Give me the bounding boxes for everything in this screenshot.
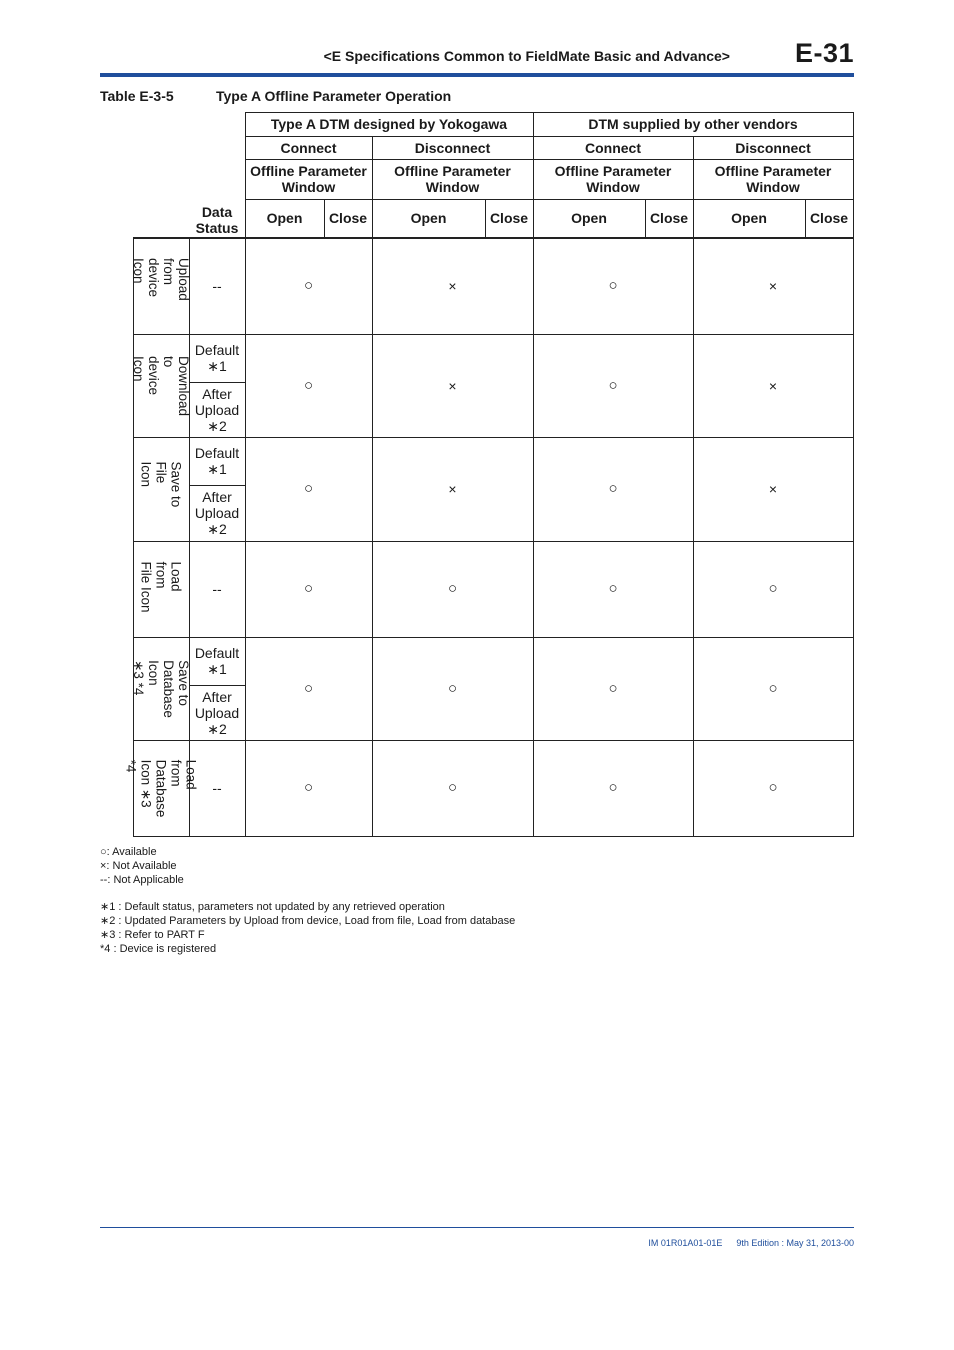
operation-label [133,437,189,541]
operation-label [131,637,192,740]
data-status-default: Default ∗1 [194,445,240,477]
footnote-1: ∗1 : Default status, parameters not updated by any retrieved operation [100,901,445,913]
available-mark: ○ [303,679,314,697]
operation-label [133,541,189,637]
operation-label [131,334,192,437]
not-available-mark: × [768,377,778,394]
legend-available: ○: Available [100,846,157,858]
connection-header-disconnect: Disconnect [735,139,811,156]
available-mark: ○ [303,480,314,497]
group-header-yokogawa: Type A DTM designed by Yokogawa [270,116,508,132]
table-caption [100,88,452,104]
table-notes [100,845,515,956]
edition-info: 9th Edition : May 31, 2013-00 [736,1238,854,1248]
operation-label [133,237,189,334]
window-header: Offline Parameter Window [250,163,367,195]
data-status-default: Default ∗1 [194,342,240,374]
page-footer [600,1238,854,1248]
page-number: E-31 [794,38,854,68]
close-header: Close [809,210,849,226]
available-mark: ○ [768,779,778,796]
data-status-cell: -- [212,780,222,796]
close-header: Close [328,210,368,226]
available-mark: ○ [768,580,778,597]
available-mark: ○ [768,679,778,697]
available-mark: ○ [447,779,458,796]
available-mark: ○ [608,679,618,697]
table-title: Type A Offline Parameter Operation [216,88,452,104]
group-header-other-vendors: DTM supplied by other vendors [588,116,798,132]
available-mark: ○ [447,580,458,597]
data-status-after-upload: After Upload ∗2 [194,385,240,434]
footnote-4: *4 : Device is registered [100,943,217,955]
grid-line [133,836,854,837]
open-header: Open [410,210,447,226]
data-status-header: Data Status [195,204,239,236]
document-id: IM 01R01A01-01E [648,1238,723,1248]
window-header: Offline Parameter Window [394,163,511,195]
not-available-mark: × [448,377,457,394]
footnote-3: ∗3 : Refer to PART F [100,929,205,941]
window-header: Offline Parameter Window [554,163,672,195]
footer-rule [100,1227,854,1228]
available-mark: ○ [608,779,618,796]
operation-label-text: Load from File Icon [138,561,184,613]
operation-label-text: Upload from device Icon [131,257,191,301]
data-status-default: Default ∗1 [194,645,240,677]
available-mark: ○ [303,376,314,394]
open-header: Open [571,210,607,226]
open-header: Open [266,210,303,226]
not-available-mark: × [768,277,778,294]
available-mark: ○ [303,276,314,294]
operation-label-text: Load from Database Icon ∗3 *4 [123,759,199,817]
grid-line [853,237,854,837]
available-mark: ○ [303,580,314,597]
operation-label [123,740,199,836]
available-mark: ○ [608,480,618,497]
footnote-2: ∗2 : Updated Parameters by Upload from device, Load from file, Load from database [100,915,516,927]
data-status-after-upload: After Upload ∗2 [194,688,240,737]
data-status-cell: -- [212,581,222,597]
table-number: Table E-3-5 [100,88,174,104]
data-status-cell: -- [212,277,222,294]
legend-not-available: ×: Not Available [100,860,177,872]
not-available-mark: × [768,481,778,497]
operation-label-text: Save to File Icon [138,461,184,507]
data-status-after-upload: After Upload ∗2 [194,489,240,537]
available-mark: ○ [303,779,314,796]
connection-header-connect: Connect [585,139,641,156]
close-header: Close [649,210,689,226]
available-mark: ○ [447,679,458,697]
header-rule [100,73,854,77]
open-header: Open [731,210,767,226]
connection-header-connect: Connect [280,139,337,156]
available-mark: ○ [608,276,618,294]
available-mark: ○ [608,376,618,394]
running-header: <E Specifications Common to FieldMate Basic and Advance> [323,48,730,64]
not-available-mark: × [448,481,457,497]
grid-line [853,112,854,238]
operation-label-text: Save to Database Icon ∗3 *4 [131,659,192,718]
close-header: Close [489,210,529,226]
available-mark: ○ [608,580,618,597]
operation-label-text: Download to device Icon [131,355,192,416]
legend-not-applicable: --: Not Applicable [100,874,184,886]
connection-header-disconnect: Disconnect [414,139,491,156]
not-available-mark: × [448,277,457,294]
window-header: Offline Parameter Window [714,163,832,195]
